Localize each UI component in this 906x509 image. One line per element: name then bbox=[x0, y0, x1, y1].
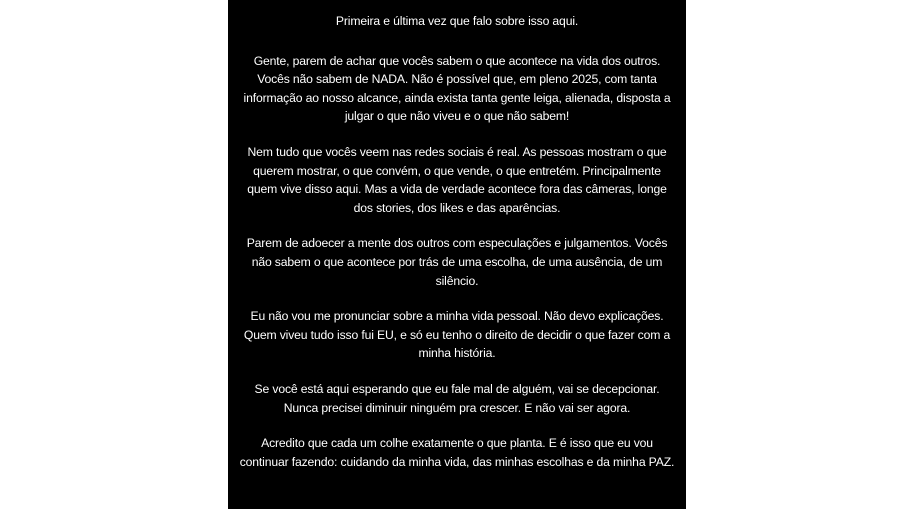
story-paragraph: Nem tudo que vocês veem nas redes sociais é real. As pessoas mostram o que querem mostrar, o que convém, o que vende, o que entretém. Principalmente quem vive disso aqui. Mas a vida de verdade acontece fora das câmeras, longe dos stories, dos likes e das aparências. bbox=[247, 144, 667, 215]
story-paragraph: Se você está aqui esperando que eu fale mal de alguém, vai se decepcionar. Nunca precisei diminuir ninguém pra crescer. E não vai ser agora. bbox=[254, 381, 660, 415]
story-paragraph: Eu não vou me pronunciar sobre a minha vida pessoal. Não devo explicações. Quem viveu tudo isso fui EU, e só eu tenho o direito de decidir o que fazer com a minha história. bbox=[243, 309, 671, 361]
story-paragraph-intro: Primeira e última vez que falo sobre isso aqui. bbox=[335, 14, 579, 28]
story-paragraph: Gente, parem de achar que vocês sabem o que acontece na vida dos outros. Vocês não sabem de NADA. Não é possível que, em pleno 2025, com tanta informação ao nosso alcance, ainda exista tanta gente leiga, alienada, disposta a julgar o que não viveu e o que não sabem! bbox=[243, 53, 671, 124]
story-paragraph: Parem de adoecer a mente dos outros com especulações e julgamentos. Vocês não sabem o que acontece por trás de uma escolha, de uma ausência, de um silêncio. bbox=[246, 236, 668, 288]
story-text-panel bbox=[228, 0, 686, 509]
story-paragraph: Acredito que cada um colhe exatamente o que planta. E é isso que eu vou continuar fazendo: cuidando da minha vida, das minhas escolhas e da minha PAZ. bbox=[239, 436, 675, 469]
